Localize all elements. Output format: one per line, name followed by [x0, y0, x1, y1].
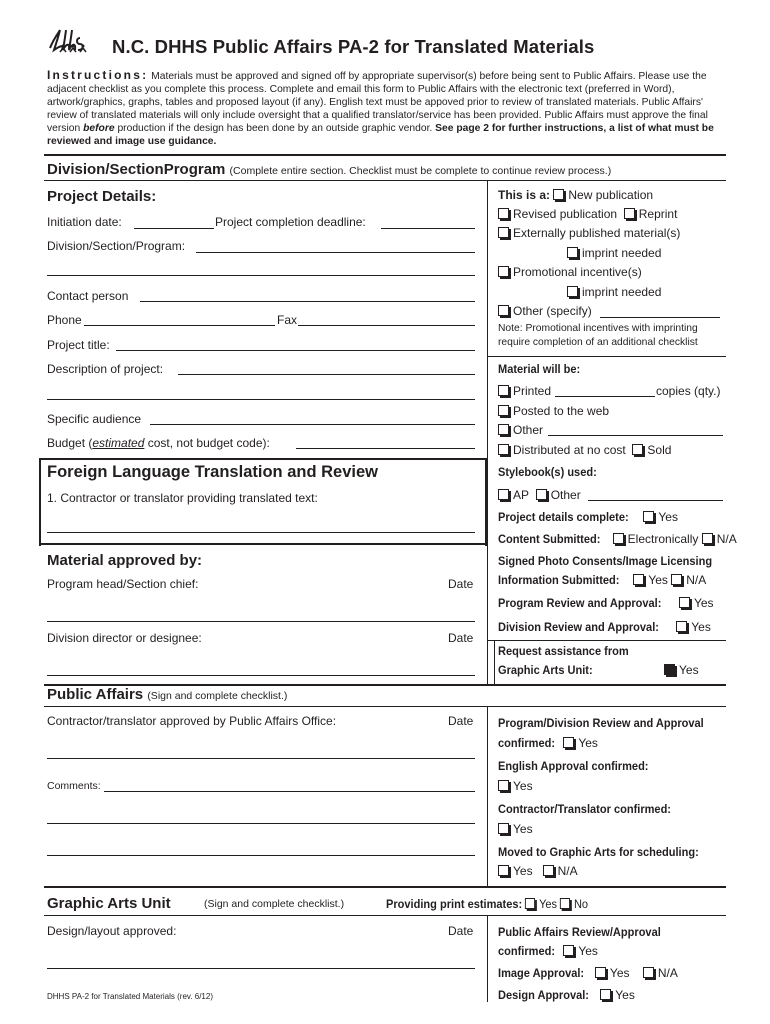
pd-review-row: confirmed: Yes	[498, 736, 598, 750]
division-section-note: (Complete entire section. Checklist must be complete to continue review process.)	[229, 165, 612, 177]
instructions	[47, 69, 727, 148]
completion-deadline-field[interactable]	[381, 228, 475, 229]
divider	[44, 154, 726, 156]
english-approval-label: English Approval confirmed:	[498, 759, 649, 773]
imprint-checkbox-2[interactable]	[567, 286, 578, 297]
content-na-checkbox[interactable]	[702, 533, 713, 544]
print-estimates-yes-checkbox[interactable]	[525, 898, 535, 909]
externally-row: Externally published material(s)	[498, 226, 680, 240]
revised-checkbox[interactable]	[498, 208, 509, 219]
description-label: Description of project:	[47, 362, 164, 376]
date-label: Date	[448, 577, 474, 591]
english-yes-checkbox[interactable]	[498, 780, 509, 791]
graphic-arts-note: (Sign and complete checklist.)	[204, 898, 345, 910]
other-row: Other	[498, 423, 543, 437]
pd-review-yes-checkbox[interactable]	[563, 737, 574, 748]
instructions-body: Materials must be approved and signed off by appropriate supervisor(s) before being sent to Public Affairs. Please use the adjacent checklist as you complete this process. Complete and email this form to Public Affairs with the electronic text (preferred in Word), artwork/graphics, graphs, tables and proposed layout (if any). English text must be appoved prior to review of translated materials. Public Affairs' review of translated materials will only include oversight that a qualified translator/service has been provided. Public Affairs must approve the final version	[47, 71, 708, 134]
translator-field[interactable]	[47, 532, 475, 533]
promotional-row: Promotional incentive(s)	[498, 265, 642, 279]
footer-text: DHHS PA-2 for Translated Materials (rev. 6/12)	[47, 992, 213, 1001]
program-head-label: Program head/Section chief:	[47, 577, 199, 591]
moved-graphic-row: Yes N/A	[498, 864, 578, 878]
column-divider	[487, 180, 488, 686]
division-review-row: Division Review and Approval: Yes	[498, 620, 711, 634]
imprint-checkbox-1[interactable]	[567, 247, 578, 258]
other-specify-checkbox[interactable]	[498, 305, 509, 316]
instructions-emphasis: before	[83, 123, 115, 134]
graphic-arts-heading: Graphic Arts Unit	[47, 895, 171, 912]
request-assist-label-1: Request assistance from	[498, 644, 629, 658]
request-assist-yes-checkbox[interactable]	[664, 664, 675, 675]
project-complete-row: Project details complete: Yes	[498, 510, 678, 524]
image-yes-checkbox[interactable]	[595, 967, 606, 978]
divider	[487, 640, 726, 641]
division-program-field-2[interactable]	[47, 275, 475, 276]
english-yes-row: Yes	[498, 779, 533, 793]
description-field[interactable]	[178, 374, 475, 375]
printed-qty-field[interactable]	[555, 396, 655, 397]
contractor-approved-signature[interactable]	[47, 758, 475, 759]
fax-field[interactable]	[298, 325, 475, 326]
public-affairs-heading: Public Affairs (Sign and complete checklist.)	[47, 686, 288, 703]
other-checkbox[interactable]	[498, 424, 509, 435]
audience-field[interactable]	[150, 424, 475, 425]
pa-review-yes-checkbox[interactable]	[563, 945, 574, 956]
divider	[487, 356, 726, 357]
other-specify-field[interactable]	[600, 317, 720, 318]
stylebook-row: AP Other	[498, 488, 581, 502]
audience-label: Specific audience	[47, 412, 142, 426]
contact-person-field[interactable]	[140, 301, 475, 302]
info-submitted-row: Information Submitted: Yes N/A	[498, 573, 707, 587]
revised-row: Revised publication Reprint	[498, 207, 677, 221]
other-specify-row: Other (specify)	[498, 304, 592, 318]
initiation-date-field[interactable]	[134, 228, 214, 229]
divider	[44, 886, 726, 888]
stylebook-other-field[interactable]	[588, 500, 723, 501]
project-complete-yes-checkbox[interactable]	[643, 511, 654, 522]
distributed-row: Distributed at no cost Sold	[498, 443, 671, 457]
instructions-lead: Instructions:	[47, 68, 149, 82]
date-label: Date	[448, 631, 474, 645]
page-title: N.C. DHHS Public Affairs PA-2 for Translated Materials	[112, 36, 595, 57]
contractor-approved-label: Contractor/translator approved by Public Affairs Office:	[47, 714, 337, 728]
content-submitted-row: Content Submitted: Electronically N/A	[498, 532, 737, 546]
comments-label: Comments:	[47, 780, 101, 792]
contact-person-label: Contact person	[47, 289, 129, 303]
instructions-bold-tail: See page 2 for further instructions, a list of what must be reviewed and image use guidance.	[47, 123, 714, 147]
translator-label: 1. Contractor or translator providing translated text:	[47, 491, 318, 505]
phone-field[interactable]	[84, 325, 275, 326]
comments-field[interactable]	[104, 791, 475, 792]
pa-review-label-1: Public Affairs Review/Approval	[498, 925, 661, 939]
copies-label: copies (qty.)	[656, 384, 721, 398]
program-review-row: Program Review and Approval: Yes	[498, 596, 714, 610]
project-title-field[interactable]	[116, 350, 475, 351]
moved-graphic-label: Moved to Graphic Arts for scheduling:	[498, 845, 699, 859]
phone-label: Phone	[47, 313, 82, 327]
completion-deadline-label: Project completion deadline:	[215, 215, 366, 229]
request-assist-yes: Yes	[664, 663, 699, 677]
project-details-heading: Project Details:	[47, 188, 157, 205]
imprint-row-2: imprint needed	[567, 285, 661, 299]
divider	[44, 180, 726, 181]
ap-checkbox[interactable]	[498, 489, 509, 500]
program-head-signature[interactable]	[47, 621, 475, 622]
this-is-a-row: This is a: New publication	[498, 188, 654, 202]
dhhs-logo	[46, 24, 98, 60]
pa-review-row: confirmed: Yes	[498, 944, 598, 958]
contractor-yes-row: Yes	[498, 822, 533, 836]
imprint-row-1: imprint needed	[567, 246, 661, 260]
division-program-label: Division/Section/Program:	[47, 239, 186, 253]
design-approval-row: Design Approval: Yes	[498, 988, 635, 1002]
date-label: Date	[448, 714, 474, 728]
print-estimates-no-checkbox[interactable]	[560, 898, 570, 909]
budget-field[interactable]	[296, 448, 475, 449]
posted-checkbox[interactable]	[498, 405, 509, 416]
column-divider	[487, 706, 488, 886]
division-review-yes-checkbox[interactable]	[676, 621, 687, 632]
description-field-2[interactable]	[47, 399, 475, 400]
posted-row: Posted to the web	[498, 404, 609, 418]
externally-checkbox[interactable]	[498, 227, 509, 238]
divider	[44, 915, 726, 916]
contractor-yes-checkbox[interactable]	[498, 823, 509, 834]
signed-photo-label: Signed Photo Consents/Image Licensing	[498, 554, 713, 568]
distributed-checkbox[interactable]	[498, 444, 509, 455]
translation-heading: Foreign Language Translation and Review	[47, 463, 378, 481]
image-na-checkbox[interactable]	[643, 967, 654, 978]
pd-review-label-1: Program/Division Review and Approval	[498, 716, 704, 730]
design-approved-signature[interactable]	[47, 968, 475, 969]
divider	[39, 543, 487, 545]
electronically-checkbox[interactable]	[613, 533, 624, 544]
printed-checkbox[interactable]	[498, 385, 509, 396]
printed-row: Printed	[498, 384, 551, 398]
comments-field-2[interactable]	[47, 823, 475, 824]
other-field[interactable]	[548, 435, 723, 436]
initiation-date-label: Initiation date:	[47, 215, 122, 229]
divider	[44, 706, 726, 707]
division-program-field[interactable]	[196, 252, 475, 253]
request-assist-label-2: Graphic Arts Unit:	[498, 663, 593, 677]
fax-label: Fax	[277, 313, 298, 327]
director-signature[interactable]	[47, 675, 475, 676]
stylebook-heading: Stylebook(s) used:	[498, 465, 597, 479]
approved-by-heading: Material approved by:	[47, 552, 203, 569]
public-affairs-note: (Sign and complete checklist.)	[147, 690, 288, 702]
program-review-yes-checkbox[interactable]	[679, 597, 690, 608]
info-yes-checkbox[interactable]	[633, 574, 644, 585]
division-section-heading: Division/SectionProgram (Complete entire section. Checklist must be complete to continue review process.)	[47, 161, 612, 178]
design-approved-label: Design/layout approved:	[47, 924, 177, 938]
reprint-checkbox[interactable]	[624, 208, 635, 219]
image-approval-row: Image Approval: Yes N/A	[498, 966, 678, 980]
director-label: Division director or designee:	[47, 631, 202, 645]
stylebook-other-checkbox[interactable]	[536, 489, 547, 500]
date-label: Date	[448, 924, 474, 938]
design-yes-checkbox[interactable]	[600, 989, 611, 1000]
moved-na-checkbox[interactable]	[543, 865, 554, 876]
instructions-tail: production if the design has been done by an outside graphic vendor.	[117, 123, 433, 134]
promo-note: Note: Promotional incentives with imprinting require completion of an additional checklist	[498, 323, 698, 348]
promotional-checkbox[interactable]	[498, 266, 509, 277]
column-divider	[487, 916, 488, 1002]
print-estimates-label: Providing print estimates: Yes No	[386, 897, 589, 911]
budget-label: Budget (estimated cost, not budget code):	[47, 436, 270, 450]
sold-checkbox[interactable]	[632, 444, 643, 455]
moved-yes-checkbox[interactable]	[498, 865, 509, 876]
divider	[494, 641, 495, 684]
new-publication-checkbox[interactable]	[553, 189, 564, 200]
material-will-be-heading: Material will be:	[498, 362, 581, 376]
contractor-confirmed-label: Contractor/Translator confirmed:	[498, 802, 671, 816]
comments-field-3[interactable]	[47, 855, 475, 856]
info-na-checkbox[interactable]	[671, 574, 682, 585]
project-title-label: Project title:	[47, 338, 110, 352]
